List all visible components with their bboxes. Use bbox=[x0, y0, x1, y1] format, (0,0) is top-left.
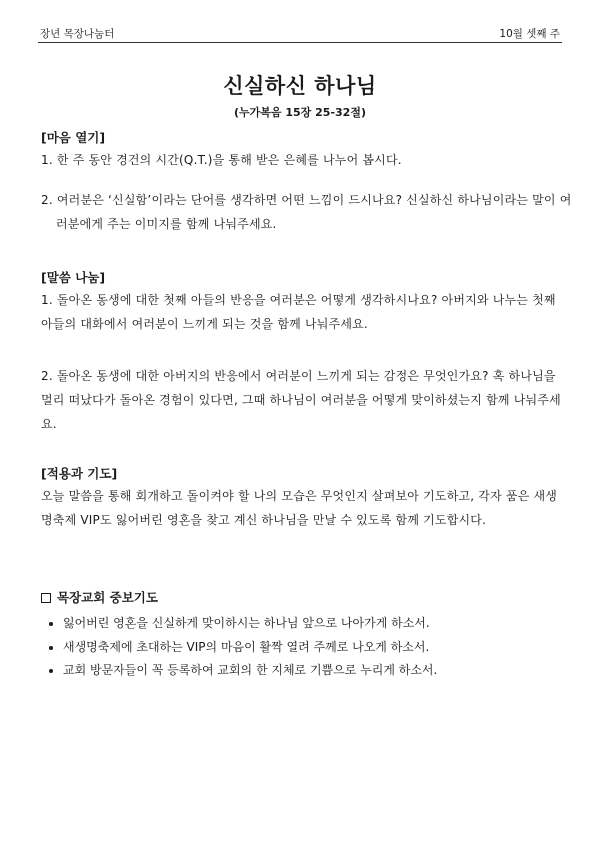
bullet-icon bbox=[49, 646, 53, 650]
apply-text: 오늘 말씀을 통해 회개하고 돌이켜야 할 나의 모습은 무엇인지 살펴보아 기도하고, 각자 품은 새생명축제 VIP도 잃어버린 영혼을 찾고 계신 하나님을 만날 수 있도록 함께 기도합시다. bbox=[41, 489, 558, 527]
open-question-1: 1. 한 주 동안 경건의 시간(Q.T.)을 통해 받은 은혜를 나누어 봅시다. bbox=[41, 153, 402, 167]
word-question-1: 1. 돌아온 동생에 대한 첫째 아들의 반응을 여러분은 어떻게 생각하시나요? 아버지와 나누는 첫째 아들의 대화에서 여러분이 느끼게 되는 것을 함께 나눠주세요. bbox=[41, 293, 556, 331]
list-item bbox=[41, 612, 563, 636]
scripture-reference: (누가복음 15장 25-32절) bbox=[234, 106, 366, 119]
prayer-heading bbox=[41, 588, 158, 606]
bullet-icon bbox=[49, 669, 53, 673]
header-week: 10월 셋째 주 bbox=[499, 28, 560, 40]
section-heading-open: [마음 열기] bbox=[41, 130, 106, 145]
page-title: 신실하신 하나님 bbox=[223, 74, 377, 98]
open-question-2: 2. 여러분은 ‘신실함’이라는 단어를 생각하면 어떤 느낌이 드시나요? 신실하신 하나님이라는 말이 여러분에게 주는 이미지를 함께 나눠주세요. bbox=[41, 193, 572, 231]
prayer-item-text: 잃어버린 영혼을 신실하게 맞이하시는 하나님 앞으로 나아가게 하소서. bbox=[63, 616, 430, 630]
section-heading-word: [말씀 나눔] bbox=[41, 270, 106, 285]
prayer-list bbox=[41, 612, 563, 683]
list-item bbox=[41, 636, 563, 660]
section-heading-apply: [적용과 기도] bbox=[41, 466, 118, 481]
bullet-icon bbox=[49, 622, 53, 626]
page-header bbox=[38, 26, 562, 43]
list-item bbox=[41, 659, 563, 683]
checkbox-icon bbox=[41, 593, 51, 603]
title-block bbox=[0, 70, 600, 120]
prayer-item-text: 교회 방문자들이 꼭 등록하여 교회의 한 지체로 기쁨으로 누리게 하소서. bbox=[63, 663, 438, 677]
word-question-2: 2. 돌아온 동생에 대한 아버지의 반응에서 여러분이 느끼게 되는 감정은 무엇인가요? 혹 하나님을 멀리 떠났다가 돌아온 경험이 있다면, 그때 하나님이 여러분을 어떻게 맞이하셨는지 함께 나눠주세요. bbox=[41, 369, 561, 431]
header-group-name: 장년 목장나눔터 bbox=[40, 28, 115, 40]
prayer-heading-label: 목장교회 중보기도 bbox=[57, 590, 158, 605]
prayer-item-text: 새생명축제에 초대하는 VIP의 마음이 활짝 열려 주께로 나오게 하소서. bbox=[63, 639, 430, 654]
